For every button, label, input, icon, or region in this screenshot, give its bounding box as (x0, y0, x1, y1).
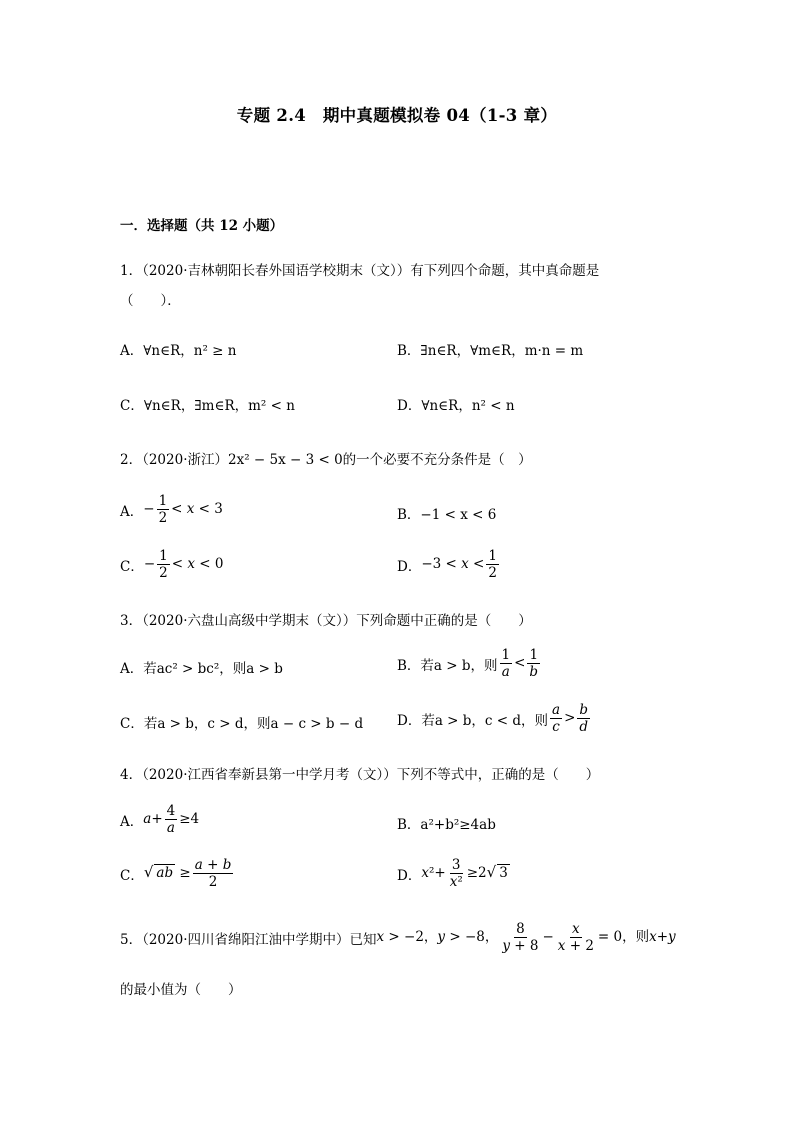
math-expression: − $\frac{1}{2}$ < x < 3 (143, 493, 223, 527)
question-2-option-c (120, 549, 223, 580)
question-1-stem: 1．（2020·吉林朝阳长春外国语学校期末（文））有下列四个命题，其中真命题是 (120, 263, 600, 279)
option-label: A． (120, 503, 144, 520)
question-2-stem: 2．（2020·浙江）2x² − 5x − 3 < 0的一个必要不充分条件是（ ） (120, 452, 532, 468)
question-4-option-d (397, 858, 510, 889)
math-expression: $\frac{a}{c}$ > $\frac{b}{d}$ (552, 702, 589, 736)
question-3-option-a: A．若ac² > bc²，则a > b (120, 661, 283, 677)
question-4-stem: 4．（2020·江西省奉新县第一中学月考（文））下列不等式中，正确的是（ ） (120, 767, 600, 783)
section-heading: 一．选择题（共 12 小题） (120, 218, 284, 234)
math-expression: a+ $\frac{4}{a}$ ≥4 (143, 803, 200, 837)
question-1-option-c: C．∀n∈R，∃m∈R，m² < n (120, 398, 295, 414)
question-2-option-d (397, 549, 501, 580)
option-label: D． (397, 558, 422, 575)
math-expression: $\frac{1}{a}$ < $\frac{1}{b}$ (501, 647, 539, 681)
option-label: C． (120, 867, 144, 884)
question-1-stem-paren: （ ）． (120, 293, 181, 309)
math-expression: − $\frac{1}{2}$ < x < 0 (143, 548, 224, 582)
option-label: C． (120, 558, 144, 575)
option-label: D． (397, 867, 422, 884)
option-label: B．若a > b，则 (397, 657, 498, 674)
math-expression: √ ab ≥ $\frac{a + b}{2}$ (143, 857, 232, 891)
question-2-option-b: B．−1 < x < 6 (397, 507, 497, 523)
question-1-option-a: A．∀n∈R，n² ≥ n (120, 343, 237, 359)
question-4-option-b: B．a²+b²≥4ab (397, 817, 496, 833)
page-title: 专题 2.4 期中真题模拟卷 04（1-3 章） (236, 106, 558, 125)
math-expression: x > −2，y > −8， $\frac{8}{y + 8}$ − $\frac{x}{x + 2}$ = 0，则x+y (376, 921, 676, 955)
math-expression: x²+ $\frac{3}{\text{x²}}$ ≥2√ 3 (421, 857, 508, 891)
question-1-option-b: B．∃n∈R，∀m∈R，m·n = m (397, 343, 584, 359)
math-expression: −3 < x < $\frac{1}{2}$ (421, 548, 497, 582)
question-5-stem (120, 922, 676, 953)
question-4-option-a (120, 804, 199, 835)
question-2-option-a (120, 494, 223, 525)
question-3-option-b (397, 648, 542, 679)
question-3-option-d (397, 703, 592, 734)
question-3-option-c: C．若a > b，c > d，则a − c > b − d (120, 716, 364, 732)
question-4-option-c (120, 858, 235, 889)
question-1-option-d: D．∀n∈R，n² < n (397, 398, 515, 414)
option-label: D．若a > b，c < d，则 (397, 712, 549, 729)
question-5-stem-line2: 的最小值为（ ） (120, 982, 242, 998)
question-5-stem-label: 5．（2020·四川省绵阳江油中学期中）已知 (120, 931, 377, 948)
question-3-stem: 3．（2020·六盘山高级中学期末（文））下列命题中正确的是（ ） (120, 613, 532, 629)
option-label: A． (120, 813, 144, 830)
